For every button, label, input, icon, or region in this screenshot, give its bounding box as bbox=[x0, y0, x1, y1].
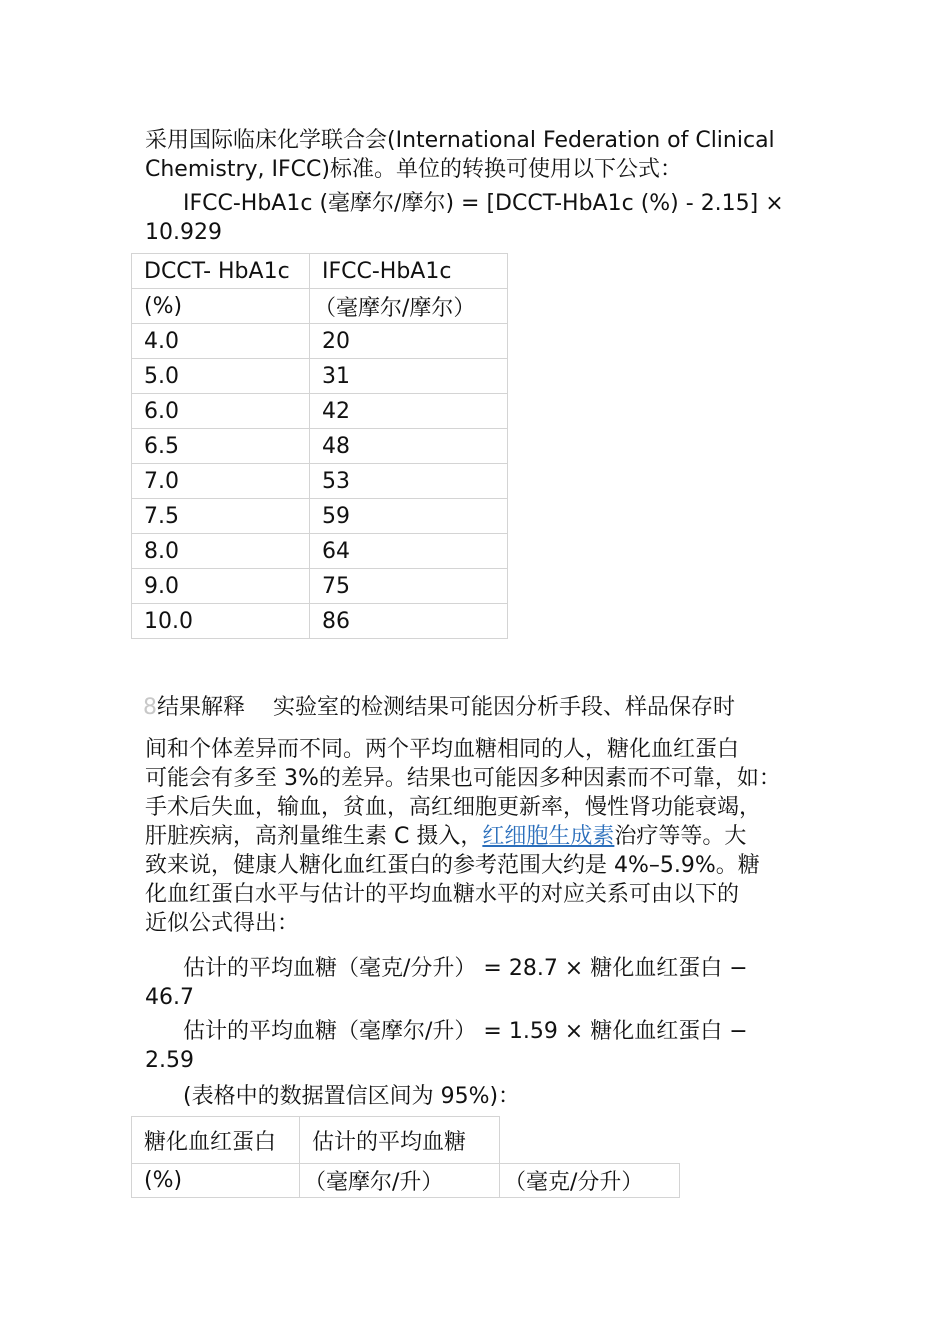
paragraph-line: 可能会有多至 3%的差异。结果也可能因多种因素而不可靠，如： bbox=[145, 766, 781, 791]
formula-line: 估计的平均血糖（毫摩尔/升） = 1.59 × 糖化血红蛋白 − bbox=[183, 1019, 748, 1044]
table-header-cell: (%) bbox=[132, 1164, 300, 1198]
paragraph-line: 间和个体差异而不同。两个平均血糖相同的人，糖化血红蛋白 bbox=[145, 737, 740, 762]
conversion-formula bbox=[145, 189, 825, 247]
confidence-note-text: (表格中的数据置信区间为 95%)： bbox=[183, 1084, 521, 1109]
table-cell: 9.0 bbox=[132, 569, 310, 604]
table-header-cell: （毫克/分升） bbox=[500, 1164, 680, 1198]
intro-line-2: Chemistry, IFCC)标准。单位的转换可使用以下公式： bbox=[145, 157, 682, 182]
intro-line-1: 采用国际临床化学联合会(International Federation of Clinical bbox=[145, 128, 775, 153]
section-title: 结果解释 bbox=[157, 695, 246, 720]
formula-line: 46.7 bbox=[145, 985, 194, 1010]
table-cell: 64 bbox=[310, 534, 508, 569]
table-cell: 10.0 bbox=[132, 604, 310, 639]
table-cell: 42 bbox=[310, 394, 508, 429]
table-header-cell: IFCC-HbA1c bbox=[310, 254, 508, 289]
table-cell: 4.0 bbox=[132, 324, 310, 359]
conversion-formula-line-2: 10.929 bbox=[145, 220, 222, 245]
table-row bbox=[132, 464, 508, 499]
section-first-line: 实验室的检测结果可能因分析手段、样品保存时 bbox=[273, 695, 736, 720]
table-cell: 20 bbox=[310, 324, 508, 359]
table-cell: 7.0 bbox=[132, 464, 310, 499]
glucose-formula-mmol bbox=[145, 1017, 825, 1075]
table-empty-cell bbox=[500, 1117, 680, 1164]
formula-line: 2.59 bbox=[145, 1048, 194, 1073]
table-header-cell: 糖化血红蛋白 bbox=[132, 1117, 300, 1164]
paragraph-line: 近似公式得出： bbox=[145, 911, 300, 936]
conversion-formula-line-1: IFCC-HbA1c (毫摩尔/摩尔) = [DCCT-HbA1c (%) - 2.15] × bbox=[183, 191, 784, 216]
conversion-table bbox=[131, 253, 508, 639]
table-header-row bbox=[132, 1164, 680, 1198]
confidence-note bbox=[145, 1082, 825, 1111]
table-row bbox=[132, 359, 508, 394]
table-header-row bbox=[132, 289, 508, 324]
table-cell: 48 bbox=[310, 429, 508, 464]
table-row bbox=[132, 324, 508, 359]
table-header-row bbox=[132, 254, 508, 289]
table-row bbox=[132, 534, 508, 569]
table-cell: 8.0 bbox=[132, 534, 310, 569]
table-row bbox=[132, 499, 508, 534]
table-row bbox=[132, 394, 508, 429]
table-header-cell: 估计的平均血糖 bbox=[300, 1117, 500, 1164]
section-8-heading bbox=[143, 693, 823, 722]
table-header-cell: （毫摩尔/摩尔） bbox=[310, 289, 508, 324]
paragraph-line: 肝脏疾病，高剂量维生素 C 摄入， bbox=[145, 824, 483, 849]
paragraph-line: 化血红蛋白水平与估计的平均血糖水平的对应关系可由以下的 bbox=[145, 882, 740, 907]
formula-line: 估计的平均血糖（毫克/分升） = 28.7 × 糖化血红蛋白 − bbox=[183, 956, 748, 981]
table-header-row bbox=[132, 1117, 680, 1164]
paragraph-line: 手术后失血，输血，贫血，高红细胞更新率，慢性肾功能衰竭， bbox=[145, 795, 762, 820]
paragraph-line: 治疗等等。大 bbox=[614, 824, 747, 849]
section-8-paragraph bbox=[145, 735, 825, 938]
glucose-formula-mgdl bbox=[145, 954, 825, 1012]
table-cell: 75 bbox=[310, 569, 508, 604]
glucose-table bbox=[131, 1116, 680, 1198]
table-cell: 7.5 bbox=[132, 499, 310, 534]
table-cell: 86 bbox=[310, 604, 508, 639]
table-header-cell: DCCT- HbA1c bbox=[132, 254, 310, 289]
erythropoietin-link[interactable]: 红细胞生成素 bbox=[482, 824, 615, 849]
table-cell: 53 bbox=[310, 464, 508, 499]
table-row bbox=[132, 429, 508, 464]
table-cell: 59 bbox=[310, 499, 508, 534]
table-cell: 31 bbox=[310, 359, 508, 394]
table-cell: 5.0 bbox=[132, 359, 310, 394]
table-cell: 6.0 bbox=[132, 394, 310, 429]
table-row bbox=[132, 604, 508, 639]
table-header-cell: （毫摩尔/升） bbox=[300, 1164, 500, 1198]
paragraph-line: 致来说，健康人糖化血红蛋白的参考范围大约是 4%–5.9%。糖 bbox=[145, 853, 760, 878]
table-header-cell: (%) bbox=[132, 289, 310, 324]
intro-paragraph bbox=[145, 126, 825, 184]
table-cell: 6.5 bbox=[132, 429, 310, 464]
section-number: 8 bbox=[143, 695, 157, 720]
table-row bbox=[132, 569, 508, 604]
